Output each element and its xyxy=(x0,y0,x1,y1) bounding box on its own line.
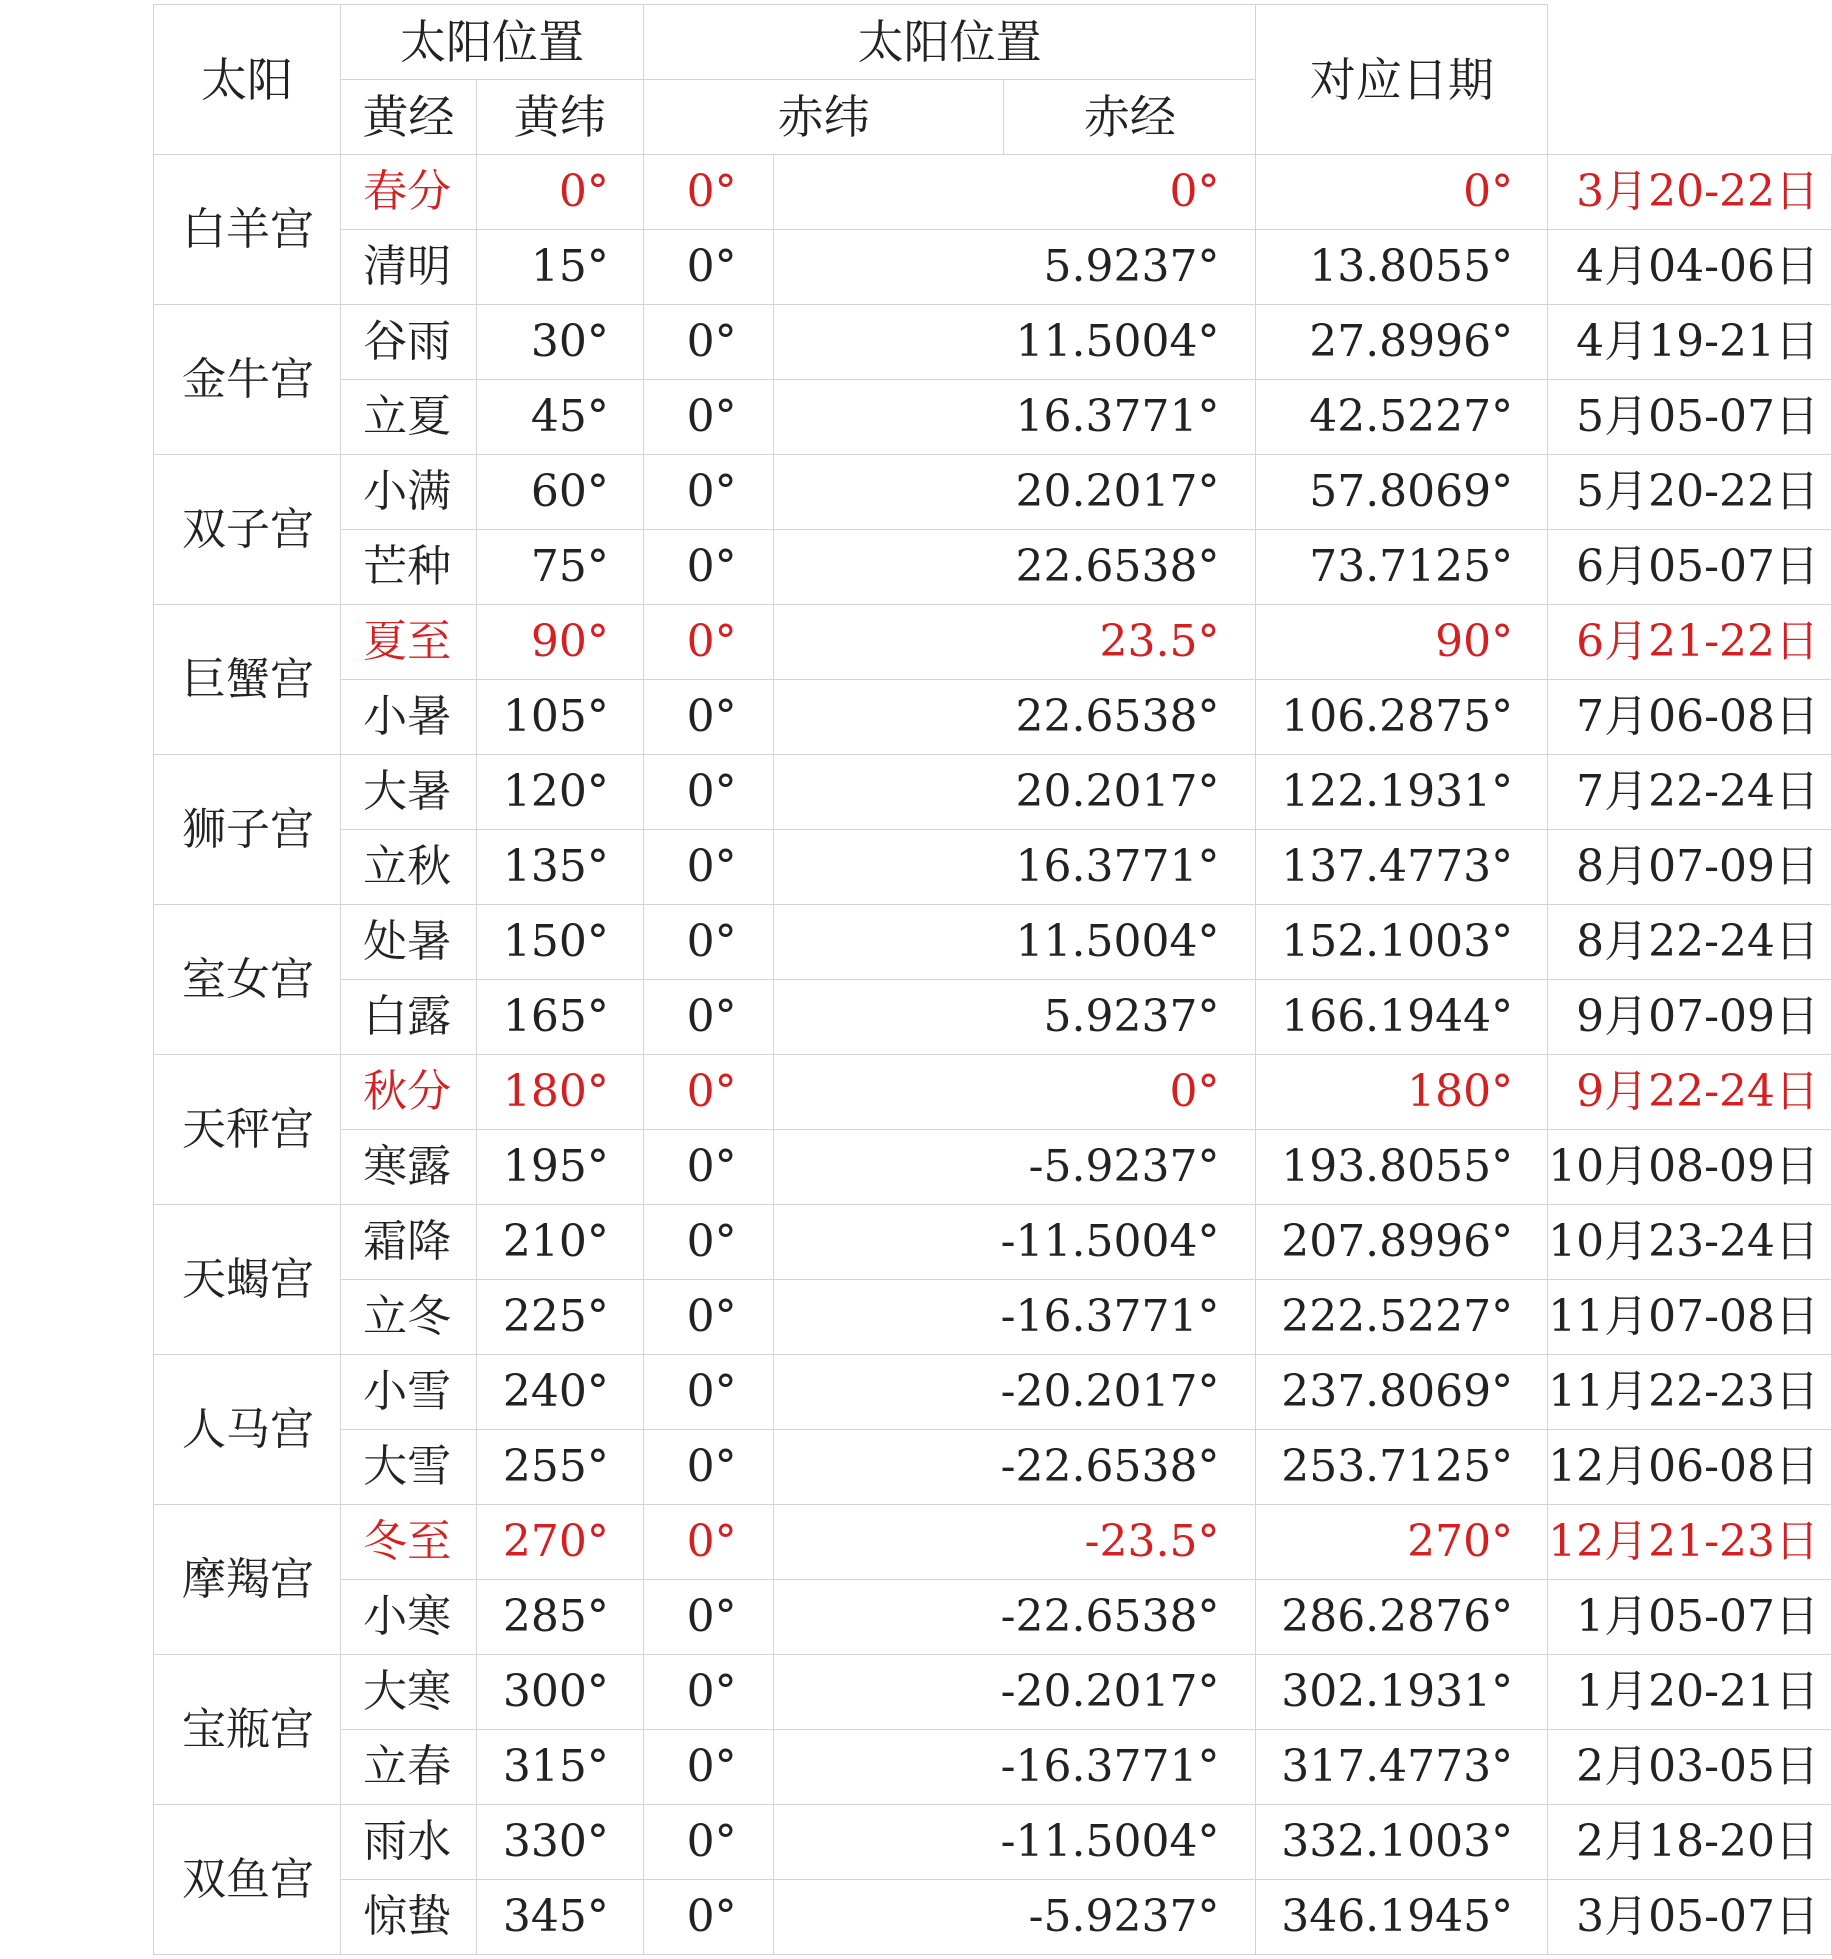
right-ascension-value: 286.2876° xyxy=(1256,1580,1548,1655)
solar-term: 立春 xyxy=(341,1730,477,1805)
table-row xyxy=(154,1130,1832,1205)
ecliptic-latitude-value: 0° xyxy=(643,980,773,1055)
date-range-value: 5月20-22日 xyxy=(1548,455,1832,530)
ecliptic-longitude-value: 315° xyxy=(476,1730,643,1805)
ecliptic-longitude-value: 135° xyxy=(476,830,643,905)
right-ascension-value: 180° xyxy=(1256,1055,1548,1130)
zodiac-sign: 宝瓶宫 xyxy=(154,1655,341,1805)
declination-value: 0° xyxy=(773,155,1256,230)
date-range-value: 8月22-24日 xyxy=(1548,905,1832,980)
ecliptic-latitude-value: 0° xyxy=(643,1205,773,1280)
solar-term: 霜降 xyxy=(341,1205,477,1280)
header-right-ascension: 赤经 xyxy=(1004,80,1256,155)
solar-term: 冬至 xyxy=(341,1505,477,1580)
table-row xyxy=(154,155,1832,230)
header-date: 对应日期 xyxy=(1256,5,1548,155)
declination-value: 20.2017° xyxy=(773,455,1256,530)
date-range-value: 6月21-22日 xyxy=(1548,605,1832,680)
table-row xyxy=(154,1655,1832,1730)
header-sun: 太阳 xyxy=(154,5,341,155)
ecliptic-latitude-value: 0° xyxy=(643,1805,773,1880)
zodiac-sign: 白羊宫 xyxy=(154,155,341,305)
right-ascension-value: 222.5227° xyxy=(1256,1280,1548,1355)
ecliptic-longitude-value: 30° xyxy=(476,305,643,380)
declination-value: 16.3771° xyxy=(773,380,1256,455)
declination-value: 0° xyxy=(773,1055,1256,1130)
ecliptic-longitude-value: 150° xyxy=(476,905,643,980)
table-row xyxy=(154,1880,1832,1955)
date-range-value: 3月05-07日 xyxy=(1548,1880,1832,1955)
declination-value: -11.5004° xyxy=(773,1805,1256,1880)
solar-term: 谷雨 xyxy=(341,305,477,380)
date-range-value: 1月05-07日 xyxy=(1548,1580,1832,1655)
right-ascension-value: 346.1945° xyxy=(1256,1880,1548,1955)
declination-value: 23.5° xyxy=(773,605,1256,680)
ecliptic-latitude-value: 0° xyxy=(643,455,773,530)
ecliptic-longitude-value: 300° xyxy=(476,1655,643,1730)
ecliptic-longitude-value: 105° xyxy=(476,680,643,755)
right-ascension-value: 237.8069° xyxy=(1256,1355,1548,1430)
solar-term: 清明 xyxy=(341,230,477,305)
table-row xyxy=(154,1805,1832,1880)
solar-term: 大寒 xyxy=(341,1655,477,1730)
date-range-value: 10月08-09日 xyxy=(1548,1130,1832,1205)
table-body xyxy=(154,5,1832,1955)
solar-term: 秋分 xyxy=(341,1055,477,1130)
right-ascension-value: 137.4773° xyxy=(1256,830,1548,905)
zodiac-sign: 双鱼宫 xyxy=(154,1805,341,1955)
table-row xyxy=(154,1205,1832,1280)
declination-value: -23.5° xyxy=(773,1505,1256,1580)
ecliptic-longitude-value: 165° xyxy=(476,980,643,1055)
ecliptic-latitude-value: 0° xyxy=(643,530,773,605)
ecliptic-longitude-value: 240° xyxy=(476,1355,643,1430)
solar-term: 立秋 xyxy=(341,830,477,905)
table-row xyxy=(154,980,1832,1055)
declination-value: -22.6538° xyxy=(773,1430,1256,1505)
right-ascension-value: 90° xyxy=(1256,605,1548,680)
ecliptic-latitude-value: 0° xyxy=(643,1655,773,1730)
ecliptic-latitude-value: 0° xyxy=(643,380,773,455)
right-ascension-value: 73.7125° xyxy=(1256,530,1548,605)
ecliptic-longitude-value: 0° xyxy=(476,155,643,230)
table-row xyxy=(154,1280,1832,1355)
right-ascension-value: 207.8996° xyxy=(1256,1205,1548,1280)
date-range-value: 11月22-23日 xyxy=(1548,1355,1832,1430)
ecliptic-latitude-value: 0° xyxy=(643,1055,773,1130)
table-row xyxy=(154,680,1832,755)
declination-value: 16.3771° xyxy=(773,830,1256,905)
date-range-value: 4月19-21日 xyxy=(1548,305,1832,380)
solar-term: 寒露 xyxy=(341,1130,477,1205)
ecliptic-longitude-value: 120° xyxy=(476,755,643,830)
declination-value: 22.6538° xyxy=(773,680,1256,755)
ecliptic-longitude-value: 75° xyxy=(476,530,643,605)
date-range-value: 12月21-23日 xyxy=(1548,1505,1832,1580)
right-ascension-value: 332.1003° xyxy=(1256,1805,1548,1880)
zodiac-sign: 狮子宫 xyxy=(154,755,341,905)
date-range-value: 10月23-24日 xyxy=(1548,1205,1832,1280)
solar-term: 惊蛰 xyxy=(341,1880,477,1955)
ecliptic-latitude-value: 0° xyxy=(643,155,773,230)
table-row xyxy=(154,305,1832,380)
ecliptic-latitude-value: 0° xyxy=(643,1355,773,1430)
date-range-value: 12月06-08日 xyxy=(1548,1430,1832,1505)
zodiac-sign: 摩羯宫 xyxy=(154,1505,341,1655)
ecliptic-longitude-value: 285° xyxy=(476,1580,643,1655)
date-range-value: 4月04-06日 xyxy=(1548,230,1832,305)
header-sun-position-ecliptic: 太阳位置 xyxy=(341,5,644,80)
ecliptic-latitude-value: 0° xyxy=(643,1580,773,1655)
ecliptic-latitude-value: 0° xyxy=(643,605,773,680)
ecliptic-latitude-value: 0° xyxy=(643,830,773,905)
solar-term: 芒种 xyxy=(341,530,477,605)
declination-value: -16.3771° xyxy=(773,1730,1256,1805)
ecliptic-latitude-value: 0° xyxy=(643,1505,773,1580)
ecliptic-longitude-value: 225° xyxy=(476,1280,643,1355)
date-range-value: 7月22-24日 xyxy=(1548,755,1832,830)
table-row xyxy=(154,1355,1832,1430)
table-row xyxy=(154,380,1832,455)
table-row xyxy=(154,530,1832,605)
ecliptic-longitude-value: 45° xyxy=(476,380,643,455)
zodiac-sign: 双子宫 xyxy=(154,455,341,605)
header-ecliptic-longitude: 黄经 xyxy=(341,80,477,155)
table-row xyxy=(154,1730,1832,1805)
declination-value: 5.9237° xyxy=(773,980,1256,1055)
ecliptic-longitude-value: 330° xyxy=(476,1805,643,1880)
ecliptic-latitude-value: 0° xyxy=(643,1280,773,1355)
ecliptic-latitude-value: 0° xyxy=(643,305,773,380)
zodiac-sign: 金牛宫 xyxy=(154,305,341,455)
solar-term: 立夏 xyxy=(341,380,477,455)
ecliptic-longitude-value: 60° xyxy=(476,455,643,530)
declination-value: 22.6538° xyxy=(773,530,1256,605)
table-row xyxy=(154,755,1832,830)
solar-term: 白露 xyxy=(341,980,477,1055)
right-ascension-value: 0° xyxy=(1256,155,1548,230)
declination-value: -20.2017° xyxy=(773,1355,1256,1430)
declination-value: -16.3771° xyxy=(773,1280,1256,1355)
table-row xyxy=(154,1055,1832,1130)
declination-value: -22.6538° xyxy=(773,1580,1256,1655)
date-range-value: 2月18-20日 xyxy=(1548,1805,1832,1880)
table-row xyxy=(154,830,1832,905)
table-row xyxy=(154,905,1832,980)
solar-terms-table xyxy=(153,4,1832,1955)
ecliptic-longitude-value: 255° xyxy=(476,1430,643,1505)
declination-value: -20.2017° xyxy=(773,1655,1256,1730)
right-ascension-value: 42.5227° xyxy=(1256,380,1548,455)
ecliptic-latitude-value: 0° xyxy=(643,1430,773,1505)
zodiac-sign: 室女宫 xyxy=(154,905,341,1055)
right-ascension-value: 27.8996° xyxy=(1256,305,1548,380)
solar-term: 大暑 xyxy=(341,755,477,830)
right-ascension-value: 193.8055° xyxy=(1256,1130,1548,1205)
declination-value: 5.9237° xyxy=(773,230,1256,305)
solar-term: 雨水 xyxy=(341,1805,477,1880)
ecliptic-longitude-value: 210° xyxy=(476,1205,643,1280)
ecliptic-longitude-value: 15° xyxy=(476,230,643,305)
declination-value: 11.5004° xyxy=(773,905,1256,980)
table-row xyxy=(154,1580,1832,1655)
right-ascension-value: 317.4773° xyxy=(1256,1730,1548,1805)
date-range-value: 5月05-07日 xyxy=(1548,380,1832,455)
table-row xyxy=(154,230,1832,305)
solar-term: 处暑 xyxy=(341,905,477,980)
solar-term: 立冬 xyxy=(341,1280,477,1355)
date-range-value: 7月06-08日 xyxy=(1548,680,1832,755)
table-row xyxy=(154,605,1832,680)
solar-term: 春分 xyxy=(341,155,477,230)
right-ascension-value: 122.1931° xyxy=(1256,755,1548,830)
solar-term: 小寒 xyxy=(341,1580,477,1655)
header-declination: 赤纬 xyxy=(643,80,1004,155)
table-row xyxy=(154,1505,1832,1580)
zodiac-sign: 人马宫 xyxy=(154,1355,341,1505)
zodiac-sign: 天蝎宫 xyxy=(154,1205,341,1355)
ecliptic-latitude-value: 0° xyxy=(643,1130,773,1205)
ecliptic-latitude-value: 0° xyxy=(643,680,773,755)
ecliptic-latitude-value: 0° xyxy=(643,230,773,305)
right-ascension-value: 253.7125° xyxy=(1256,1430,1548,1505)
ecliptic-latitude-value: 0° xyxy=(643,1730,773,1805)
ecliptic-longitude-value: 270° xyxy=(476,1505,643,1580)
right-ascension-value: 302.1931° xyxy=(1256,1655,1548,1730)
right-ascension-value: 106.2875° xyxy=(1256,680,1548,755)
header-sun-position-equatorial: 太阳位置 xyxy=(643,5,1256,80)
solar-term: 夏至 xyxy=(341,605,477,680)
right-ascension-value: 270° xyxy=(1256,1505,1548,1580)
solar-term: 大雪 xyxy=(341,1430,477,1505)
declination-value: 20.2017° xyxy=(773,755,1256,830)
header-row-2 xyxy=(154,80,1832,155)
right-ascension-value: 166.1944° xyxy=(1256,980,1548,1055)
right-ascension-value: 13.8055° xyxy=(1256,230,1548,305)
date-range-value: 11月07-08日 xyxy=(1548,1280,1832,1355)
declination-value: -11.5004° xyxy=(773,1205,1256,1280)
date-range-value: 3月20-22日 xyxy=(1548,155,1832,230)
right-ascension-value: 152.1003° xyxy=(1256,905,1548,980)
solar-term: 小雪 xyxy=(341,1355,477,1430)
declination-value: -5.9237° xyxy=(773,1130,1256,1205)
declination-value: 11.5004° xyxy=(773,305,1256,380)
ecliptic-longitude-value: 195° xyxy=(476,1130,643,1205)
date-range-value: 6月05-07日 xyxy=(1548,530,1832,605)
ecliptic-latitude-value: 0° xyxy=(643,1880,773,1955)
table-row xyxy=(154,455,1832,530)
header-row-1 xyxy=(154,5,1832,80)
ecliptic-latitude-value: 0° xyxy=(643,905,773,980)
ecliptic-longitude-value: 345° xyxy=(476,1880,643,1955)
solar-term: 小满 xyxy=(341,455,477,530)
ecliptic-latitude-value: 0° xyxy=(643,755,773,830)
date-range-value: 8月07-09日 xyxy=(1548,830,1832,905)
ecliptic-longitude-value: 90° xyxy=(476,605,643,680)
date-range-value: 9月22-24日 xyxy=(1548,1055,1832,1130)
zodiac-sign: 巨蟹宫 xyxy=(154,605,341,755)
date-range-value: 9月07-09日 xyxy=(1548,980,1832,1055)
right-ascension-value: 57.8069° xyxy=(1256,455,1548,530)
ecliptic-longitude-value: 180° xyxy=(476,1055,643,1130)
zodiac-sign: 天秤宫 xyxy=(154,1055,341,1205)
solar-term: 小暑 xyxy=(341,680,477,755)
declination-value: -5.9237° xyxy=(773,1880,1256,1955)
date-range-value: 2月03-05日 xyxy=(1548,1730,1832,1805)
date-range-value: 1月20-21日 xyxy=(1548,1655,1832,1730)
header-ecliptic-latitude: 黄纬 xyxy=(476,80,643,155)
table-row xyxy=(154,1430,1832,1505)
